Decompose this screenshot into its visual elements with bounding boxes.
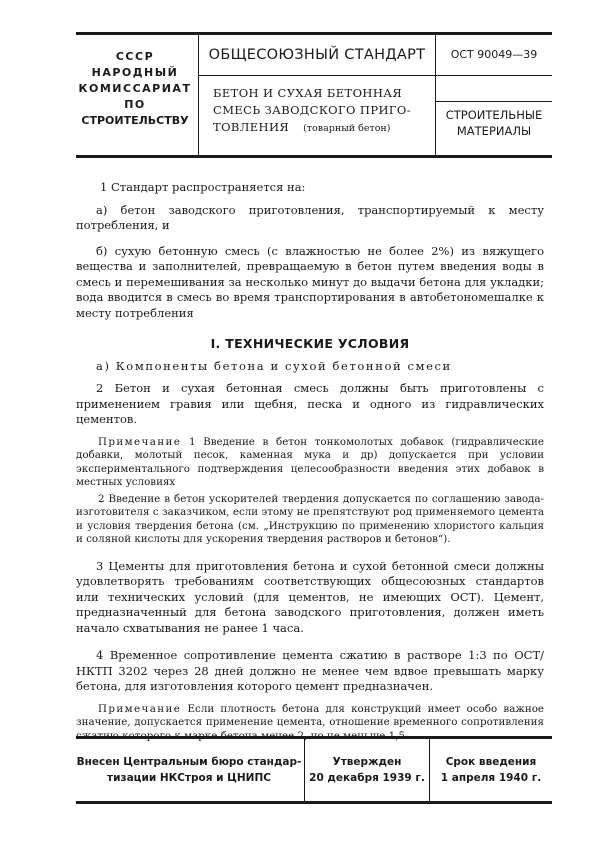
- org-line-3: КОМИССАРИАТ: [78, 82, 192, 95]
- document-body: [76, 180, 544, 743]
- approved-label: Утвержден: [332, 756, 402, 768]
- category-line-1: СТРОИТЕЛЬНЫЕ: [445, 108, 543, 122]
- paragraph-4: 2 Бетон и сухая бетонная смесь должны быть приготовлены с применением гравия или щебня, песка и одного из гидравлических цементов.: [76, 381, 544, 426]
- issuing-organization: [76, 35, 194, 145]
- standard-category: [436, 107, 552, 139]
- org-line-2: НАРОДНЫЙ: [91, 66, 179, 79]
- subject-note: (товарный бетон): [303, 123, 391, 134]
- paragraph-6: 4 Временное сопротивление цемента сжатию в растворе 1:3 по ОСТ/НКТП 3202 через 28 дней должно не менее чем вдвое превышать марку бетона, для изготовления которого цемент предназначен.: [76, 648, 544, 693]
- note-1-label: Примечание: [98, 435, 182, 448]
- subject-line-2: СМЕСЬ ЗАВОДСКОГО ПРИГО-: [213, 103, 412, 117]
- paragraph-1: 1 Стандарт распространяется на:: [100, 180, 306, 194]
- category-line-2: МАТЕРИАЛЫ: [456, 124, 532, 138]
- standard-code-block: [436, 35, 552, 155]
- standard-title-block: [198, 35, 436, 155]
- header-bottom-rule: [76, 155, 552, 158]
- note-3-label: Примечание: [98, 702, 182, 715]
- standard-subject: [213, 85, 429, 137]
- approved-date: 20 декабря 1939 г.: [309, 772, 425, 784]
- subsection-title: а) Компоненты бетона и сухой бетонной смеси: [96, 359, 452, 373]
- org-line-5: СТРОИТЕЛЬСТВУ: [81, 114, 189, 127]
- paragraph-3: б) сухую бетонную смесь (с влажностью не более 2%) из вяжущего вещества и заполнителей, превращаемую в бетон путем введения воды в смесь и перемешивания за несколько минут до выдачи бетона для укладки; вода вводится в смесь во время транспортирования в автобетономешалке к месту потребления: [76, 243, 544, 320]
- org-line-1: СССР: [115, 50, 155, 63]
- note-1: [76, 436, 544, 490]
- effective-date: [430, 739, 552, 801]
- category-divider: [436, 101, 552, 102]
- paragraph-2: а) бетон заводского приготовления, транспортируемый к месту потребления, и: [76, 202, 544, 232]
- standard-title: ОБЩЕСОЮЗНЫЙ СТАНДАРТ: [208, 47, 426, 63]
- code-divider: [436, 75, 552, 76]
- subject-line-3: ТОВЛЕНИЯ: [213, 120, 290, 134]
- standard-code: ОСТ 90049—39: [450, 48, 538, 61]
- standard-footer: [76, 736, 552, 804]
- introduced-by: [76, 739, 302, 801]
- introduced-line-1: Внесен Центральным бюро стандар-: [76, 756, 302, 768]
- note-3-text: Если плотность бетона для конструкций имеет особо важное значение, допускается применение цемента, отношение временного сопротивления сжатию которого к марке бетона менее 2, но не меньше 1,5.: [76, 702, 544, 742]
- org-line-4: ПО: [124, 98, 146, 111]
- subject-line-1: БЕТОН И СУХАЯ БЕТОННАЯ: [213, 86, 403, 100]
- approval-date: [304, 739, 430, 801]
- note-2: 2 Введение в бетон ускорителей твердения допускается по соглашению завода-изготовителя с заказчиком, если этому не препятствуют род применяемого цемента и условия твердения бетона (см. „Инструкцию по применению хлористого кальция и соляной кислоты для ускорения твердения растворов и бетонов“).: [76, 492, 544, 545]
- note-1-text: 1 Введение в бетон тонкомолотых добавок (гидравлические добавки, молотый песок, каменная мука и др) допускается при условии экспериментального подтверждения целесообразности введения этих добавок в местных условиях: [76, 435, 544, 488]
- standard-header: [76, 32, 552, 155]
- section-title: I. ТЕХНИЧЕСКИЕ УСЛОВИЯ: [210, 336, 410, 351]
- effective-label: Срок введения: [445, 756, 537, 768]
- title-divider: [199, 75, 435, 76]
- effective-date-value: 1 апреля 1940 г.: [440, 772, 542, 784]
- paragraph-5: 3 Цементы для приготовления бетона и сухой бетонной смеси должны удовлетворять требованиям соответствующих общесоюзных стандартов или технических условий (для цементов, не имеющих ОСТ). Цемент, предназначенный для бетона заводского приготовления, должен иметь начало схватывания не ранее 1 часа.: [76, 558, 544, 635]
- introduced-line-2: тизации НКСтроя и ЦНИПС: [107, 772, 271, 784]
